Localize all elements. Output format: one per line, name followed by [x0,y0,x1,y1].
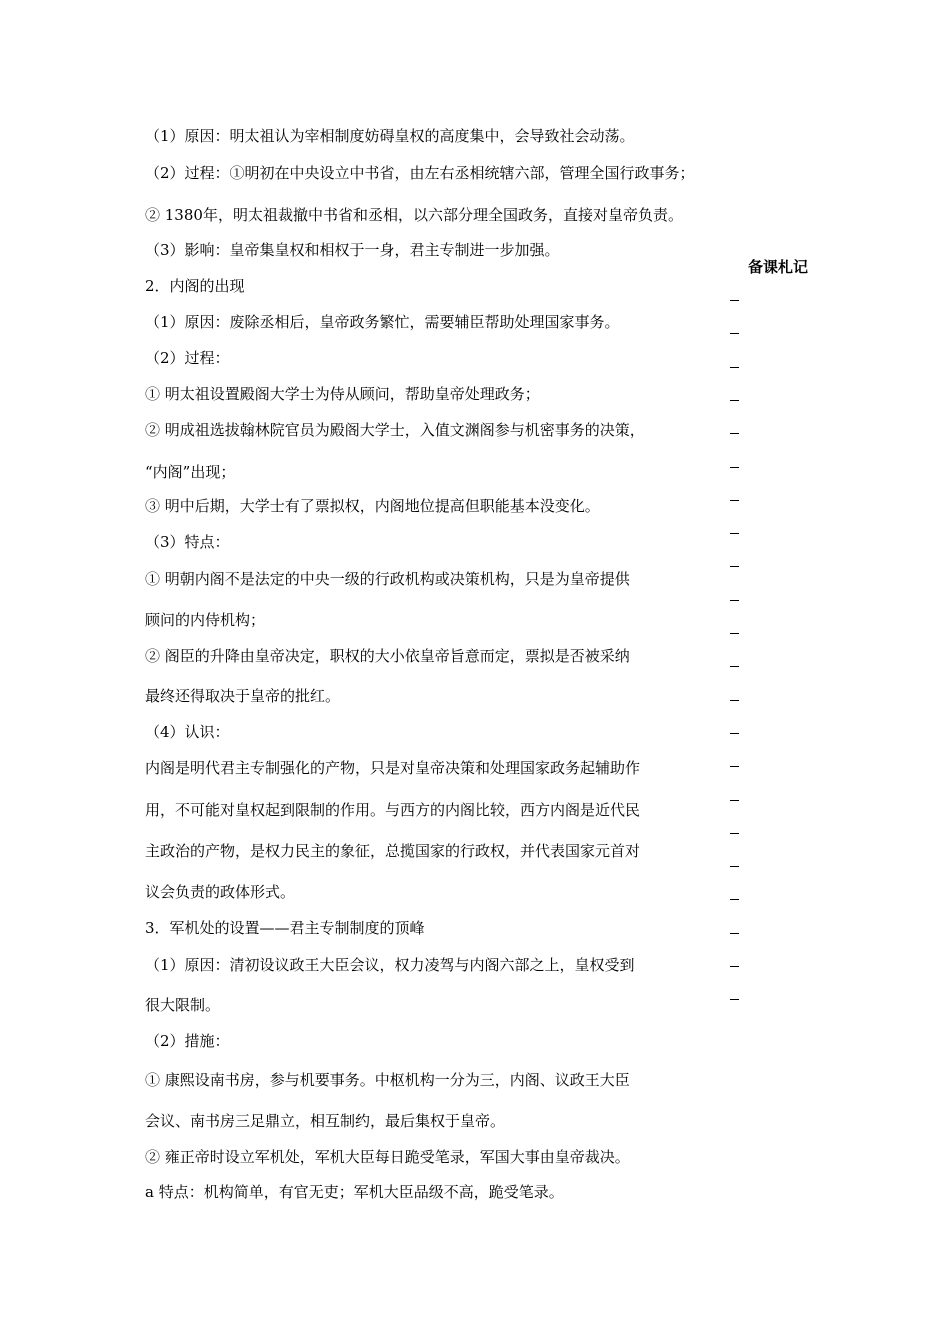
text-line: （3）影响：皇帝集皇权和相权于一身，君主专制进一步加强。 [145,241,560,259]
note-line [730,999,739,1000]
text-line: 最终还得取决于皇帝的批红。 [145,687,341,705]
text-line: ① 明朝内阁不是法定的中央一级的行政机构或决策机构，只是为皇帝提供 [145,570,630,588]
note-line [730,766,739,767]
note-line [730,899,739,900]
text-line: 议会负责的政体形式。 [145,883,296,901]
text-line: 2．内阁的出现 [145,277,245,295]
note-line [730,566,739,567]
text-line: （4）认识： [145,723,230,741]
note-line [730,666,739,667]
text-line: “内阁”出现； [145,463,236,481]
note-line [730,367,739,368]
note-line [730,333,739,334]
note-line [730,600,739,601]
text-line: 顾问的内侍机构； [145,611,266,629]
text-line: （3）特点： [145,533,230,551]
sidebar-title: 备课札记 [748,258,809,276]
note-line [730,866,739,867]
note-line [730,933,739,934]
text-line: 用，不可能对皇权起到限制的作用。与西方的内阁比较，西方内阁是近代民 [145,801,641,819]
text-line: 主政治的产物，是权力民主的象征，总揽国家的行政权，并代表国家元首对 [145,842,641,860]
text-line: （1）原因：明太祖认为宰相制度妨碍皇权的高度集中，会导致社会动荡。 [145,127,635,145]
note-line [730,800,739,801]
note-line [730,966,739,967]
text-line: ② 雍正帝时设立军机处，军机大臣每日跪受笔录，军国大事由皇帝裁决。 [145,1148,630,1166]
text-line: （2）过程：①明初在中央设立中书省，由左右丞相统辖六部，管理全国行政事务； [145,164,695,182]
text-line: ① 明太祖设置殿阁大学士为侍从顾问，帮助皇帝处理政务； [145,385,540,403]
note-line [730,300,739,301]
text-line: 很大限制。 [145,996,221,1014]
text-line: （1）原因：废除丞相后，皇帝政务繁忙，需要辅臣帮助处理国家事务。 [145,313,620,331]
text-line: ② 1380年，明太祖裁撤中书省和丞相，以六部分理全国政务，直接对皇帝负责。 [145,206,683,224]
text-line: （2）过程： [145,349,230,367]
note-line [730,633,739,634]
text-line: （1）原因：清初设议政王大臣会议，权力凌驾与内阁六部之上，皇权受到 [145,956,635,974]
text-line: 3．军机处的设置——君主专制制度的顶峰 [145,919,425,937]
note-line [730,700,739,701]
note-line [730,400,739,401]
text-line: a 特点：机构简单，有官无吏；军机大臣品级不高，跪受笔录。 [145,1183,564,1201]
note-line [730,733,739,734]
text-line: （2）措施： [145,1032,230,1050]
text-line: ② 阁臣的升降由皇帝决定，职权的大小依皇帝旨意而定，票拟是否被采纳 [145,647,630,665]
note-line [730,433,739,434]
note-line [730,467,739,468]
note-line [730,500,739,501]
note-line [730,833,739,834]
text-line: ③ 明中后期，大学士有了票拟权，内阁地位提高但职能基本没变化。 [145,497,600,515]
note-line [730,533,739,534]
text-line: 会议、南书房三足鼎立，相互制约，最后集权于皇帝。 [145,1112,506,1130]
text-line: 内阁是明代君主专制强化的产物，只是对皇帝决策和处理国家政务起辅助作 [145,759,641,777]
text-line: ② 明成祖选拔翰林院官员为殿阁大学士，入值文渊阁参与机密事务的决策， [145,421,645,439]
text-line: ① 康熙设南书房，参与机要事务。中枢机构一分为三，内阁、议政王大臣 [145,1071,630,1089]
